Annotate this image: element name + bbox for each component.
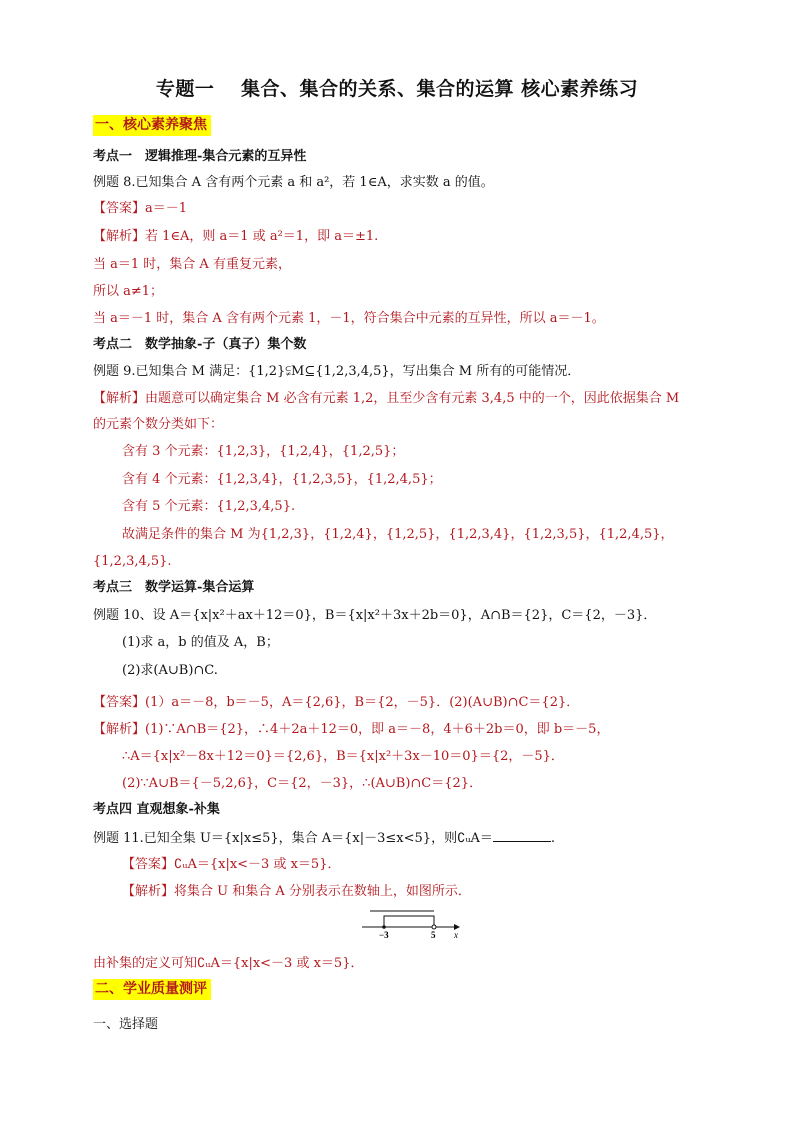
key-point-3: 考点三 数学运算-集合运算 [93,580,255,595]
section-heading-1: 一、核心素养聚焦 [93,115,211,136]
example-11-solution-line-2: 由补集的定义可知∁ᵤA＝{x|x<－3 或 x＝5}． [93,956,364,971]
example-9-solution-line-2: 的元素个数分类如下： [93,417,224,432]
axis-label-x: x [454,930,458,939]
part-heading-choice: 一、选择题 [93,1017,159,1032]
example-10-part-2: (2)求(A∪B)∩C. [122,663,218,678]
example-11-question-end: . [550,831,556,846]
key-point-4: 考点四 直观想象-补集 [93,802,220,817]
example-11-question-text: 例题 11.已知全集 U＝{x|x≤5}，集合 A＝{x|－3≤x<5}，则∁ᵤA＝ [93,831,493,846]
example-8-solution-line-3: 所以 a≠1； [93,284,164,299]
example-9-solution-line-7: {1,2,3,4,5}. [93,554,172,569]
example-9-question: 例题 9.已知集合 M 满足：{1,2}⫋M⊆{1,2,3,4,5}，写出集合 M 所有的可能情况． [93,364,581,379]
example-10-solution-line-3: (2)∵A∪B＝{－5,2,6}，C＝{2，－3}，∴(A∪B)∩C＝{2}． [122,776,483,791]
example-8-question: 例题 8.已知集合 A 含有两个元素 a 和 a²，若 1∈A，求实数 a 的值。 [93,175,494,190]
example-10-part-1: (1)求 a，b 的值及 A，B； [122,635,279,650]
set-a-bracket [384,916,434,927]
example-8-solution-line-2: 当 a＝1 时，集合 A 有重复元素， [93,257,291,272]
example-9-solution-line-3: 含有 3 个元素：{1,2,3}，{1,2,4}，{1,2,5}； [122,444,405,459]
number-line-diagram [362,905,472,939]
point-minus-3 [382,925,386,929]
example-11-question [93,829,555,848]
example-8-solution-line-1: 【解析】若 1∈A，则 a＝1 或 a²＝1，即 a＝±1. [93,229,379,244]
answer-blank [493,829,551,842]
key-point-1: 考点一 逻辑推理-集合元素的互异性 [93,149,307,164]
example-9-solution-line-6: 故满足条件的集合 M 为{1,2,3}，{1,2,4}，{1,2,5}，{1,2,3,4}，{1,2,3,5}，{1,2,4,5}， [122,527,674,542]
point-5 [432,925,436,929]
axis-label-minus-3: −3 [379,930,389,939]
example-10-solution-line-1: 【解析】(1)∵A∩B＝{2}，∴4＋2a＋12＝0，即 a＝－8，4＋6＋2b＝0，即 b＝－5， [93,722,610,737]
key-point-2: 考点二 数学抽象-子（真子）集个数 [93,337,307,352]
example-11-answer: 【答案】∁ᵤA＝{x|x<－3 或 x＝5}． [122,857,341,872]
section-heading-2: 二、学业质量测评 [93,979,211,1000]
example-10-solution-line-2: ∴A＝{x|x²－8x＋12＝0}＝{2,6}，B＝{x|x²＋3x－10＝0}＝{2，－5}． [122,749,564,764]
example-10-answer: 【答案】(1）a＝－8，b＝－5，A＝{2,6}，B＝{2，－5}．(2)(A∪B)∩C＝{2}． [93,695,580,710]
document-title: 专题一 集合、集合的关系、集合的运算 核心素养练习 [155,78,639,100]
example-9-solution-line-4: 含有 4 个元素：{1,2,3,4}，{1,2,3,5}，{1,2,4,5}； [122,472,442,487]
axis-label-5: 5 [431,930,436,939]
example-10-question: 例题 10、设 A＝{x|x²＋ax＋12＝0}，B＝{x|x²＋3x＋2b＝0}，A∩B＝{2}，C＝{2，－3}． [93,608,657,623]
example-8-answer: 【答案】a＝－1 [93,201,188,216]
example-8-solution-line-4: 当 a＝－1 时，集合 A 含有两个元素 1，－1，符合集合中元素的互异性，所以 a＝－1。 [93,311,605,326]
example-9-solution-line-1: 【解析】由题意可以确定集合 M 必含有元素 1,2，且至少含有元素 3,4,5 中的一个，因此依据集合 M [93,391,680,406]
example-9-solution-line-5: 含有 5 个元素：{1,2,3,4,5}. [122,499,296,514]
example-11-solution-line-1: 【解析】将集合 U 和集合 A 分别表示在数轴上，如图所示． [122,884,471,899]
